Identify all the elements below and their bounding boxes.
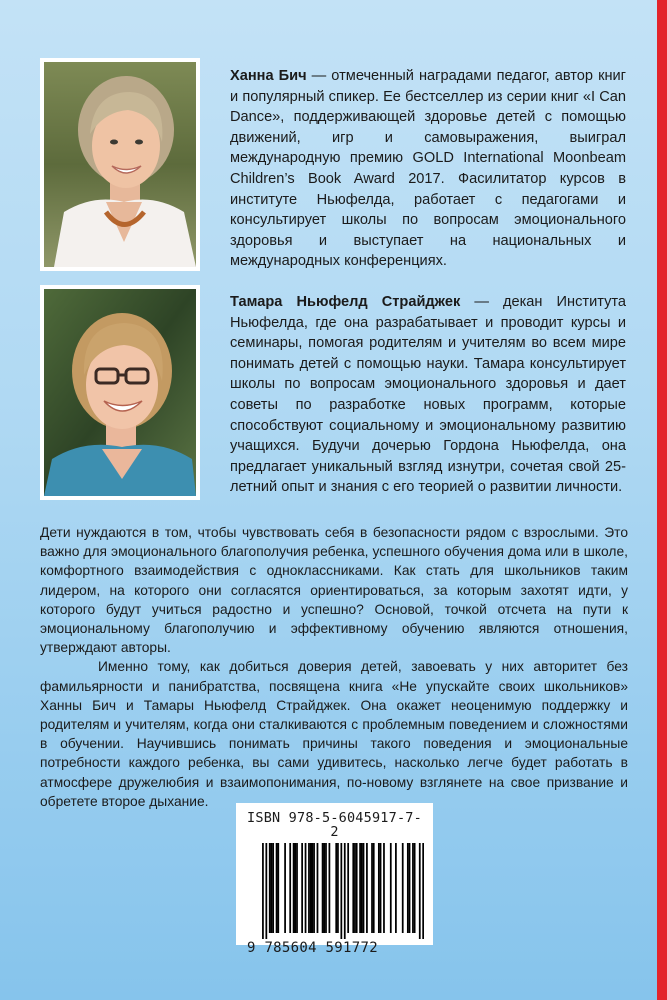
- barcode-bar: [289, 843, 291, 933]
- barcode-bar: [371, 843, 373, 933]
- barcode-bar: [284, 843, 286, 933]
- barcode-bar: [277, 843, 279, 933]
- author-name: Тамара Ньюфелд Страйджек: [230, 294, 461, 310]
- author-bio-2: [230, 292, 626, 498]
- barcode-bar: [269, 843, 271, 933]
- barcode-bar: [366, 843, 368, 933]
- barcode-bar: [311, 843, 313, 933]
- barcode-bar: [296, 843, 298, 933]
- barcode-bar: [272, 843, 274, 933]
- barcode-bar: [294, 843, 296, 933]
- barcode-bar: [337, 843, 339, 933]
- barcode-bars: [245, 843, 424, 939]
- barcode-bar: [361, 843, 363, 933]
- description-paragraph-2: Именно тому, как добиться доверия детей, завоевать у них авторитет без фамильярности и панибратства, посвящена книга «Не упускайте своих школьников» Ханны Бич и Тамары Ньюфелд Страйджек. Она окажет неоценимую поддержку и родителям и учителям, когда они сталкиваются с проблемным поведением и сложностями в обучении. Научившись понимать причины такого поведения и эмоциональные потребности каждого ребенка, вы сами удивитесь, насколько легче будет работать в атмосфере дружелюбия и взаимопонимания, по-новому взглянете на свое призвание и обретете второе дыхание.: [40, 659, 628, 809]
- barcode-bar: [271, 843, 273, 933]
- barcode-bar: [301, 843, 303, 933]
- barcode-bar: [308, 843, 310, 933]
- author-bio-text: — декан Института Ньюфелда, где она разрабатывает и проводит курсы и семинары, помогая родителям и учителям во всем мире понимать детей с помощью науки. Тамара консультирует школы по вопросам эмоционального здоровья и дает советы по разработке новых программ, которые способствуют социальному и эмоциональному развитию учащихся. Будучи дочерью Гордона Ньюфелда, она предлагает уникальный взгляд изнутри, сочетая свой 25-летний опыт и знания с его теорией о развитии личности.: [230, 294, 626, 496]
- barcode-bar: [422, 843, 424, 939]
- barcode-bar: [335, 843, 337, 933]
- barcode-bar: [412, 843, 414, 933]
- barcode-bar: [409, 843, 411, 933]
- barcode-bar: [325, 843, 327, 933]
- red-spine-edge: [657, 0, 667, 1000]
- barcode-bar: [383, 843, 385, 933]
- barcode-bar: [347, 843, 349, 933]
- barcode-bar: [265, 843, 267, 939]
- barcode-bar: [305, 843, 307, 933]
- barcode-bar: [373, 843, 375, 933]
- barcode-bar: [344, 843, 346, 939]
- barcode-bar: [276, 843, 278, 933]
- barcode-bar: [419, 843, 421, 939]
- barcode-bar: [390, 843, 392, 933]
- barcode-bar: [323, 843, 325, 933]
- barcode-bar: [402, 843, 404, 933]
- author-bio-text: — отмеченный наградами педагог, автор книг и популярный спикер. Ее бестселлер из серии книг «I Can Dance», поддерживающей здоровье детей с помощью движений, игр и самовыражения, выиграл международную премию GOLD International Moonbeam Children’s Book Award 2017. Фасилитатор курсов в институте Ньюфелда, работает с педагогами и консультирует школы по вопросам эмоционального здоровья и выступает на национальных и международных конференциях.: [230, 68, 626, 270]
- barcode-bar: [363, 843, 365, 933]
- barcode-bar: [354, 843, 356, 933]
- author-bio-1: [230, 66, 626, 272]
- barcode-bar: [262, 843, 264, 939]
- author-photo-tamara-neufeld-strijack: [40, 285, 200, 500]
- barcode-bar: [293, 843, 295, 933]
- barcode-bar: [313, 843, 315, 933]
- book-description: [40, 523, 628, 811]
- barcode-bar: [352, 843, 354, 933]
- author-photo-hanna-beach: [40, 58, 200, 271]
- barcode-bar: [395, 843, 397, 933]
- description-paragraph-1: Дети нуждаются в том, чтобы чувствовать себя в безопасности рядом с взрослыми. Это важно для эмоционального благополучия ребенка, успешного обучения дома или в школе, комфортного взаимодействия с одноклассниками. Как стать для школьников таким лидером, на которого они согласятся ориентироваться, за которым захотят идти, у которого будут учиться радостно и успешно? Основой, точкой отсчета на пути к эмоциональному благополучию и эффективному обучению являются отношения, утверждают авторы.: [40, 525, 628, 656]
- barcode-bar: [317, 843, 319, 933]
- isbn-label: ISBN 978-5-6045917-7-2: [247, 810, 422, 840]
- author-name: Ханна Бич: [230, 68, 307, 84]
- barcode-bar: [380, 843, 382, 933]
- barcode-bar: [359, 843, 361, 933]
- barcode-bar: [414, 843, 416, 933]
- barcode-bar: [356, 843, 358, 933]
- barcode-bar: [322, 843, 324, 933]
- barcode-bar: [329, 843, 331, 933]
- isbn-barcode: [236, 803, 433, 956]
- barcode-bar: [407, 843, 409, 933]
- barcode-bar: [378, 843, 380, 933]
- barcode-bar: [310, 843, 312, 933]
- isbn-digits: 9 785604 591772: [247, 940, 378, 956]
- barcode-bar: [340, 843, 342, 939]
